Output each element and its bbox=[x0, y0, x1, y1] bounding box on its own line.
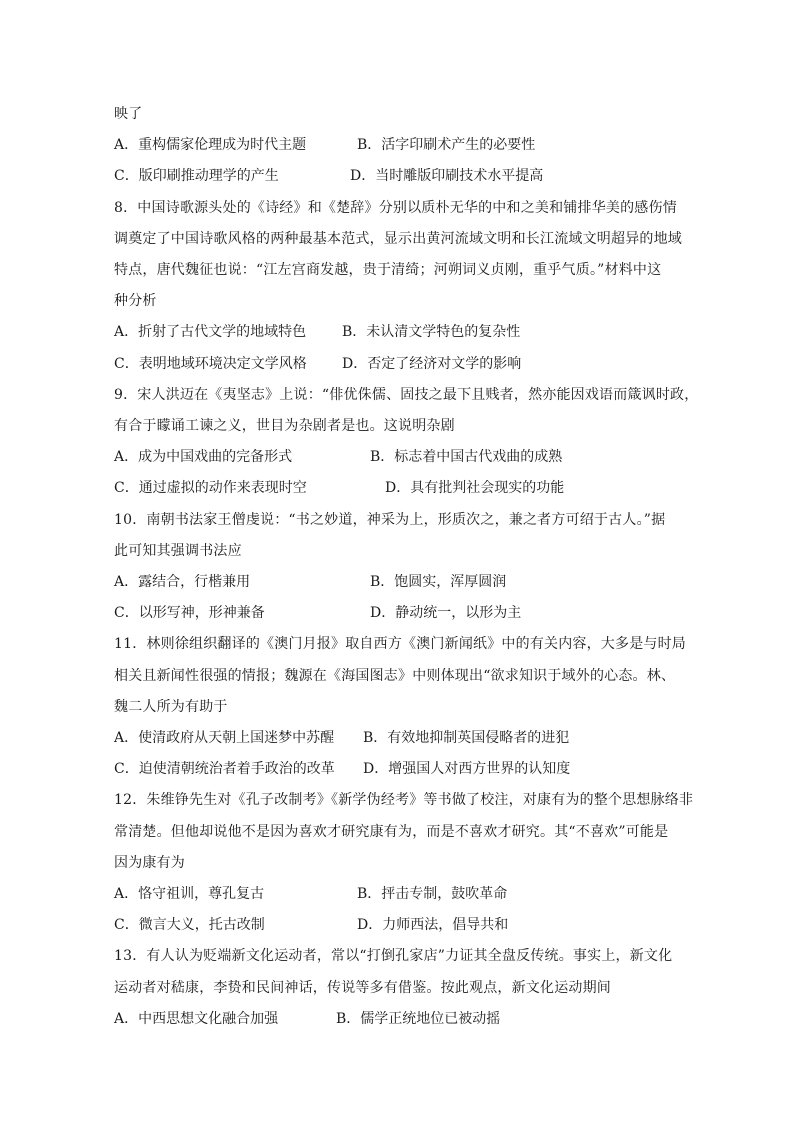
answer-option: B．活字印刷术产生的必要性 bbox=[357, 137, 536, 153]
answer-option: C．通过虚拟的动作来表现时空 bbox=[114, 480, 307, 496]
question-text-line: 魏二人所为有助于 bbox=[114, 699, 228, 715]
answer-option: C．微言大义，托古改制 bbox=[114, 917, 265, 933]
question-text-line: 10．南朝书法家王僧虔说：“书之妙道，神采为上，形质次之，兼之者方可绍于古人。”据 bbox=[114, 512, 666, 528]
answer-option: D．否定了经济对文学的影响 bbox=[342, 356, 522, 372]
answer-option: D．增强国人对西方世界的认知度 bbox=[363, 761, 571, 777]
answer-option: A．恪守祖训，尊孔复古 bbox=[114, 886, 265, 902]
question-text-line: 调奠定了中国诗歌风格的两种最基本范式，显示出黄河流域文明和长江流域文明超异的地域 bbox=[114, 231, 682, 247]
answer-option: B．有效地抑制英国侵略者的进犯 bbox=[363, 730, 570, 746]
answer-option: A．重构儒家伦理成为时代主题 bbox=[114, 137, 307, 153]
question-text-line: 11．林则徐组织翻译的《澳门月报》取自西方《澳门新闻纸》中的有关内容，大多是与时局 bbox=[114, 636, 687, 652]
question-text-line: 有合于矇诵工谏之义，世目为杂剧者是也。这说明杂剧 bbox=[114, 418, 455, 434]
question-text-line: 特点，唐代魏征也说：“江左宫商发越，贵于清绮；河朔词义贞刚，重乎气质。”材料中这 bbox=[114, 262, 662, 278]
answer-option: B．饱圆实，浑厚圆润 bbox=[370, 574, 507, 590]
answer-option: A．成为中国戏曲的完备形式 bbox=[114, 449, 293, 465]
question-text-line: 相关且新闻性很强的情报；魏源在《海国图志》中则体现出“欲求知识于域外的心态。林、 bbox=[114, 668, 676, 684]
answer-option: C．表明地域环境决定文学风格 bbox=[114, 356, 307, 372]
question-text-line: 运动者对嵇康，李贽和民间神话，传说等多有借鉴。按此观点，新文化运动期间 bbox=[114, 980, 611, 996]
question-text-line: 种分析 bbox=[114, 293, 157, 309]
answer-option: A．中西思想文化融合加强 bbox=[114, 1011, 279, 1027]
answer-option: C．版印刷推动理学的产生 bbox=[114, 168, 279, 184]
answer-option: C．以形写神，形神兼备 bbox=[114, 605, 265, 621]
answer-option: C．迫使清朝统治者着手政治的改革 bbox=[114, 761, 335, 777]
question-text-line: 因为康有为 bbox=[114, 855, 185, 871]
question-text-line: 12．朱维铮先生对《孔子改制考》《新学伪经考》等书做了校注，对康有为的整个思想脉络非 bbox=[114, 792, 694, 808]
question-text-line: 9．宋人洪迈在《夷坚志》上说：“俳优侏儒、固技之最下且贱者，然亦能因戏语而箴讽时政， bbox=[114, 387, 699, 403]
answer-option: A．使清政府从天朝上国迷梦中苏醒 bbox=[114, 730, 335, 746]
answer-option: D．当时雕版印刷技术水平提高 bbox=[350, 168, 544, 184]
answer-option: B．未认清文学特色的复杂性 bbox=[342, 324, 521, 340]
answer-option: B．抨击专制，鼓吹革命 bbox=[357, 886, 508, 902]
answer-option: B．标志着中国古代戏曲的成熟 bbox=[370, 449, 563, 465]
answer-option: D．静动统一，以形为主 bbox=[370, 605, 522, 621]
answer-option: A．折射了古代文学的地域特色 bbox=[114, 324, 307, 340]
question-text-line: 8．中国诗歌源头处的《诗经》和《楚辞》分别以质朴无华的中和之美和铺排华美的感伤情 bbox=[114, 200, 677, 216]
answer-option: B．儒学正统地位已被动摇 bbox=[336, 1011, 501, 1027]
answer-option: D．具有批判社会现实的功能 bbox=[385, 480, 565, 496]
answer-option: A．露结合，行楷兼用 bbox=[114, 574, 251, 590]
question-text-line: 此可知其强调书法应 bbox=[114, 543, 242, 559]
question-text-line: 常清楚。但他却说他不是因为喜欢才研究康有为，而是不喜欢才研究。其“不喜欢”可能是 bbox=[114, 824, 669, 840]
question-text-line: 13．有人认为贬端新文化运动者，常以“打倒孔家店”力证其全盘反传统。事实上，新文化 bbox=[114, 948, 673, 964]
question-text-line: 映了 bbox=[114, 106, 143, 122]
answer-option: D．力师西法，倡导共和 bbox=[357, 917, 509, 933]
